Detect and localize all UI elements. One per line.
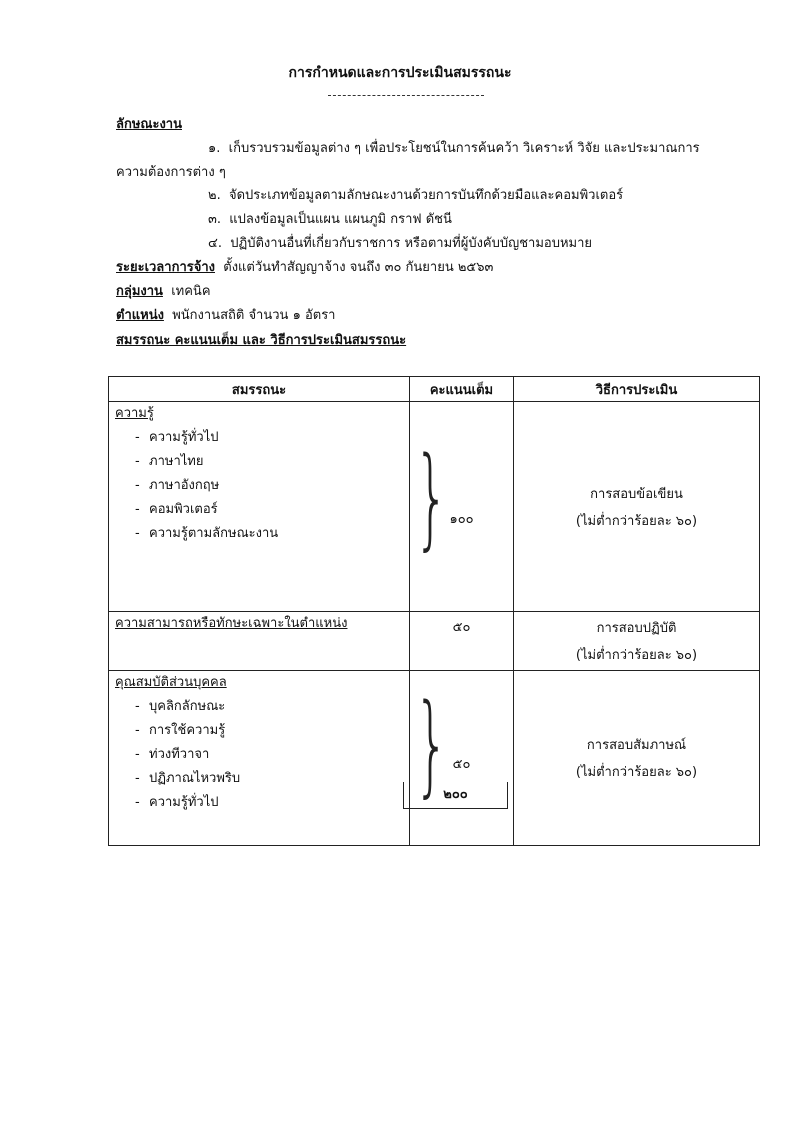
competency-item: - ท่วงทีวาจา <box>115 743 409 767</box>
brace-icon: } <box>414 433 449 561</box>
table-row <box>109 612 760 671</box>
competency-item: - ภาษาอังกฤษ <box>115 474 409 498</box>
method-cell <box>514 671 760 846</box>
employment-period <box>116 256 493 277</box>
item-number: ๓. <box>208 212 222 227</box>
table-header-row <box>109 377 760 402</box>
job-item-3 <box>208 208 452 229</box>
competency-item: - ปฏิภาณไหวพริบ <box>115 767 409 791</box>
method-text: การสอบปฏิบัติ <box>596 621 677 636</box>
title-divider <box>328 95 484 96</box>
table-row <box>109 402 760 612</box>
header-competency: สมรรถนะ <box>109 377 410 402</box>
document-title: การกำหนดและการประเมินสมรรถนะ <box>288 65 512 81</box>
competency-item: - การใช้ความรู้ <box>115 719 409 743</box>
item-text: ปฏิบัติงานอื่นที่เกี่ยวกับราชการ หรือตามที่ผู้บังคับบัญชามอบหมาย <box>230 236 593 251</box>
item-text: เก็บรวบรวมข้อมูลต่าง ๆ เพื่อประโยชน์ในการค้นคว้า วิเคราะห์ วิจัย และประมาณการ <box>228 141 700 156</box>
method-text: การสอบสัมภาษณ์ <box>586 738 687 753</box>
score-cell <box>410 402 514 612</box>
competency-item: - บุคลิกลักษณะ <box>115 695 409 719</box>
header-full-score: คะแนนเต็ม <box>410 377 514 402</box>
competency-section-heading: สมรรถนะ คะแนนเต็ม และ วิธีการประเมินสมรรถนะ <box>116 333 407 348</box>
total-score: ๒๐๐ <box>403 782 508 809</box>
competency-item: - ภาษาไทย <box>115 450 409 474</box>
job-item-1 <box>208 137 700 158</box>
item-number: ๒. <box>208 188 221 203</box>
job-item-1-continuation: ความต้องการต่าง ๆ <box>116 165 226 180</box>
competency-cell <box>109 402 410 612</box>
method-criteria: (ไม่ต่ำกว่าร้อยละ ๖๐) <box>575 765 698 780</box>
period-value: ตั้งแต่วันทำสัญญาจ้าง จนถึง ๓๐ กันยายน ๒๕๖๓ <box>223 260 494 275</box>
position-value: พนักงานสถิติ จำนวน ๑ อัตรา <box>172 308 336 323</box>
position <box>116 304 335 325</box>
competency-cell <box>109 612 410 671</box>
header-method: วิธีการประเมิน <box>514 377 760 402</box>
group-label: กลุ่มงาน <box>116 284 163 299</box>
score-cell <box>410 612 514 671</box>
competency-table <box>108 376 760 846</box>
method-cell <box>514 612 760 671</box>
period-label: ระยะเวลาการจ้าง <box>116 260 215 275</box>
competency-group: ความสามารถหรือทักษะเฉพาะในตำแหน่ง <box>115 616 348 631</box>
method-criteria: (ไม่ต่ำกว่าร้อยละ ๖๐) <box>575 513 698 529</box>
method-criteria: (ไม่ต่ำกว่าร้อยละ ๖๐) <box>575 648 698 663</box>
competency-group: ความรู้ <box>115 406 154 421</box>
competency-cell <box>109 671 410 846</box>
group-value: เทคนิค <box>171 284 211 299</box>
method-text: การสอบข้อเขียน <box>590 486 683 502</box>
item-number: ๔. <box>208 236 222 251</box>
competency-item: - คอมพิวเตอร์ <box>115 498 409 522</box>
job-item-4 <box>208 232 592 253</box>
score-value: ๑๐๐ <box>449 512 474 527</box>
competency-item: - ความรู้ทั่วไป <box>115 791 409 815</box>
job-item-2 <box>208 184 623 205</box>
brace-icon: } <box>414 680 449 808</box>
score-value: ๕๐ <box>452 620 471 635</box>
method-cell <box>514 402 760 612</box>
item-number: ๑. <box>208 141 221 156</box>
competency-item: - ความรู้ตามลักษณะงาน <box>115 522 409 546</box>
score-cell <box>410 671 514 846</box>
competency-item: - ความรู้ทั่วไป <box>115 426 409 450</box>
table-row <box>109 671 760 846</box>
score-value: ๕๐ <box>452 757 471 772</box>
item-text: จัดประเภทข้อมูลตามลักษณะงานด้วยการบันทึกด้วยมือและคอมพิวเตอร์ <box>228 188 624 203</box>
work-group <box>116 280 211 301</box>
job-description-heading: ลักษณะงาน <box>116 117 182 132</box>
competency-group: คุณสมบัติส่วนบุคคล <box>115 675 227 690</box>
position-label: ตำแหน่ง <box>116 308 164 323</box>
item-text: แปลงข้อมูลเป็นแผน แผนภูมิ กราฟ ดัชนี <box>229 212 452 227</box>
